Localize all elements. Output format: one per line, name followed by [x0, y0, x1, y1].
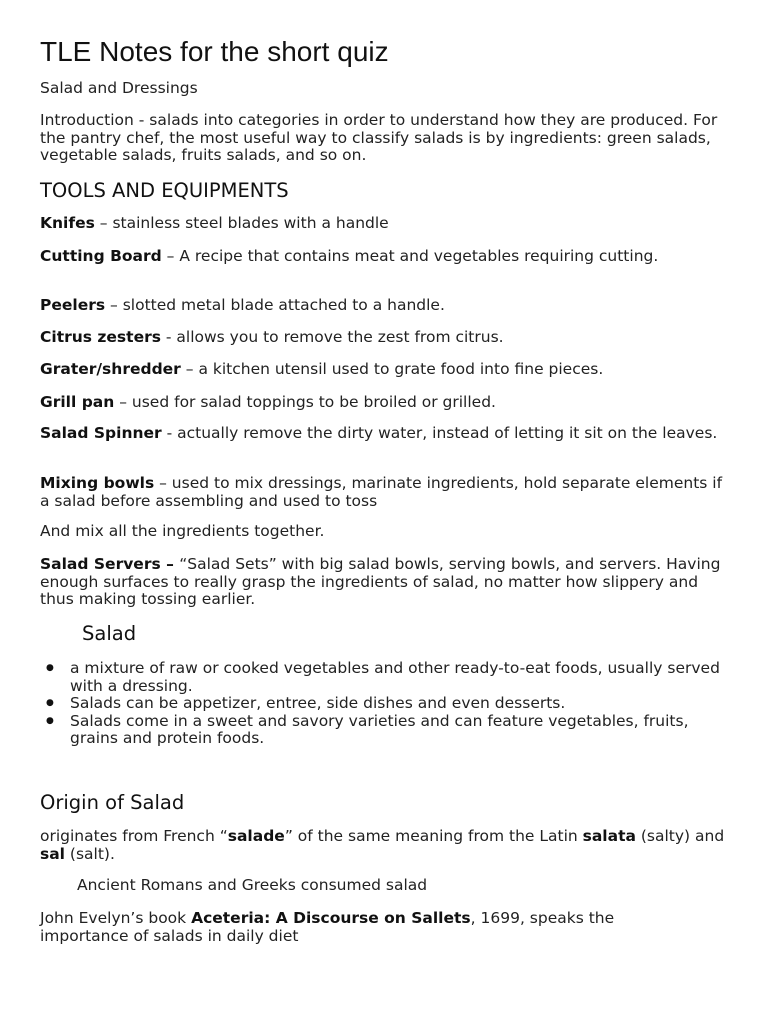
tool-grater — [40, 361, 732, 379]
tool-term: Grill pan — [40, 393, 115, 411]
tool-sep: – — [180, 360, 199, 378]
tool-term: Peelers — [40, 296, 106, 314]
servers-desc: “Salad Sets” with big salad bowls, serving bowls, and servers. Having enough surfaces to really grasp the ingredients of salad, no matter how slippery and thus making tossing earlier. — [40, 555, 721, 608]
tool-desc: a kitchen utensil used to grate food into fine pieces. — [198, 360, 604, 378]
list-item: ● Salads can be appetizer, entree, side dishes and even desserts. — [40, 695, 738, 713]
evelyn-text: , 1699, speaks the importance of salads in daily diet — [40, 909, 615, 945]
origin-term: sal — [40, 844, 65, 863]
tool-desc: used to mix dressings, marinate ingredients, hold separate elements if a salad before assembling and used to toss — [40, 474, 723, 510]
subtitle: Salad and Dressings — [40, 79, 198, 97]
tool-term: Cutting Board — [40, 247, 162, 265]
list-item: ● Salads come in a sweet and savory varieties and can feature vegetables, fruits, grains and protein foods. — [40, 713, 738, 748]
tool-salad-spinner — [40, 425, 732, 443]
ancient-line: Ancient Romans and Greeks consumed salad — [77, 876, 428, 894]
origin-paragraph — [40, 828, 732, 863]
tool-term: Citrus zesters — [40, 328, 161, 346]
intro-paragraph: Introduction - salads into categories in order to understand how they are produced. For the pantry chef, the most useful way to classify salads is by ingredients: green salads, vegetable salads, fruits salads, and so on. — [40, 111, 718, 164]
tool-cutting-board — [40, 248, 732, 266]
tool-sep: – — [94, 214, 113, 232]
tools-heading: TOOLS AND EQUIPMENTS — [40, 179, 289, 202]
tool-term: Mixing bowls — [40, 474, 155, 492]
tool-sep: - — [161, 424, 178, 442]
tool-desc: slotted metal blade attached to a handle. — [122, 296, 445, 314]
tool-sep: – — [154, 474, 172, 492]
tool-sep: – — [161, 247, 180, 265]
salad-servers-paragraph — [40, 556, 732, 609]
tool-desc: allows you to remove the zest from citrus. — [176, 328, 504, 346]
mix-line: And mix all the ingredients together. — [40, 522, 325, 540]
tool-grill-pan — [40, 394, 732, 412]
page-title: TLE Notes for the short quiz — [40, 36, 389, 67]
tool-term: Grater/shredder — [40, 360, 181, 378]
origin-term: salata — [582, 827, 636, 845]
servers-term: Salad Servers – — [40, 555, 180, 573]
tool-term: Knifes — [40, 214, 95, 232]
salad-bullet-list — [40, 660, 738, 748]
tool-knifes — [40, 215, 732, 233]
tool-peelers — [40, 297, 732, 315]
origin-text: (salty) and — [635, 827, 725, 845]
tool-citrus-zesters — [40, 329, 732, 347]
tool-term: Salad Spinner — [40, 424, 162, 442]
origin-text: originates from French “ — [40, 827, 228, 845]
tool-sep: – — [114, 393, 132, 411]
evelyn-paragraph — [40, 910, 628, 945]
book-title: Aceteria: A Discourse on Sallets — [191, 909, 471, 927]
tool-sep: – — [105, 296, 123, 314]
origin-text: (salt). — [65, 844, 115, 863]
tool-sep: - — [160, 328, 177, 346]
evelyn-text: John Evelyn’s book — [40, 909, 192, 927]
tool-mixing-bowls — [40, 475, 732, 510]
list-item: ● a mixture of raw or cooked vegetables and other ready-to-eat foods, usually served with a dressing. — [40, 660, 738, 695]
origin-term: salade — [227, 827, 285, 845]
tool-desc: used for salad toppings to be broiled or grilled. — [131, 393, 496, 411]
origin-heading: Origin of Salad — [40, 791, 185, 814]
salad-heading: Salad — [82, 622, 137, 645]
tool-desc: stainless steel blades with a handle — [112, 214, 389, 232]
tool-desc: A recipe that contains meat and vegetables requiring cutting. — [179, 247, 659, 265]
origin-text: ” of the same meaning from the Latin — [284, 827, 583, 845]
tool-desc: actually remove the dirty water, instead of letting it sit on the leaves. — [177, 424, 718, 442]
